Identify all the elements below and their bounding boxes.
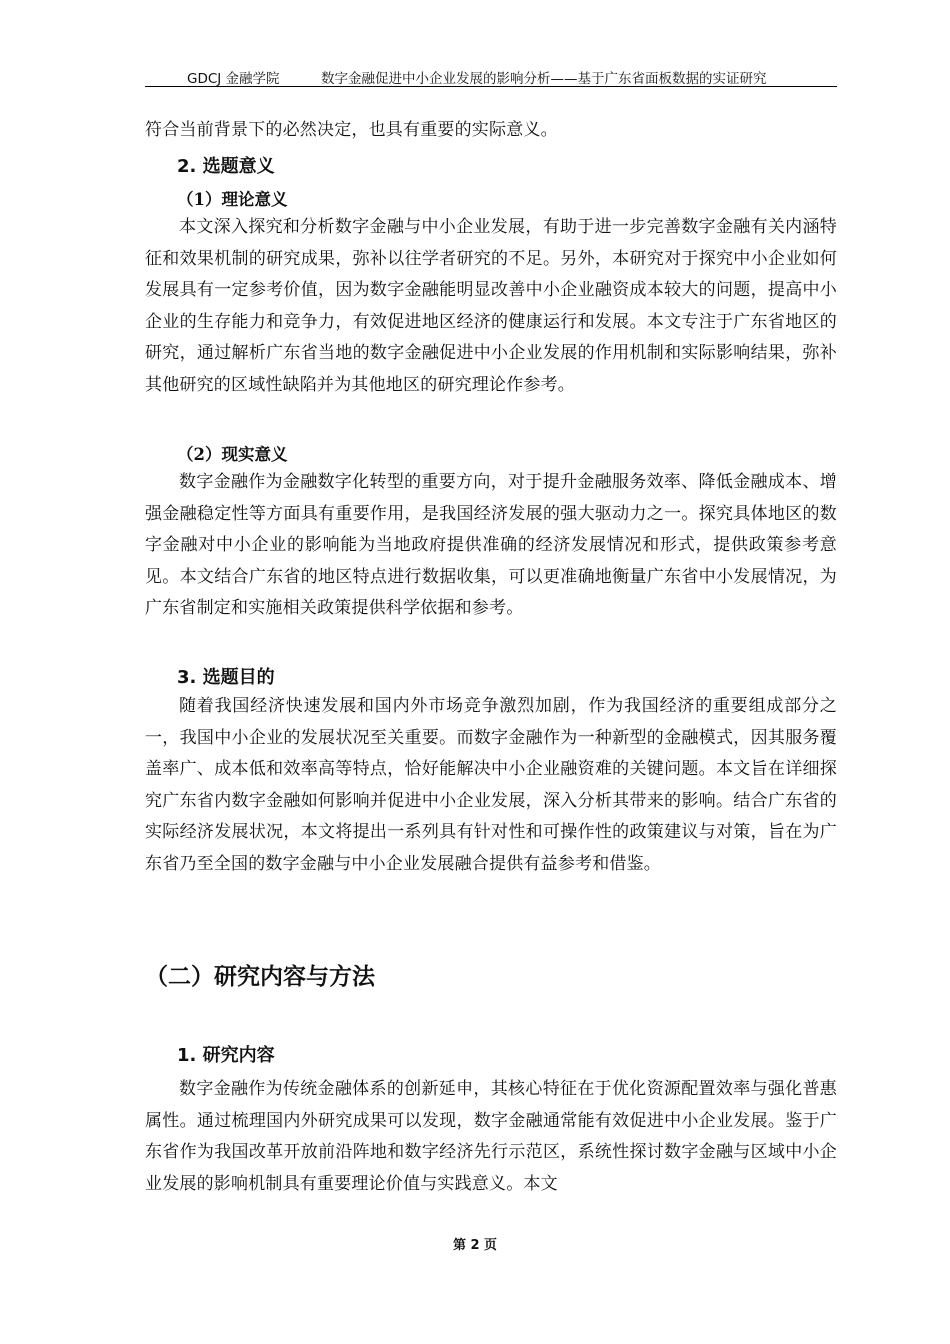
- page-header: [145, 66, 837, 87]
- page-number: 第 2 页: [452, 1238, 498, 1253]
- heading-topic-significance: 2. 选题意义: [177, 156, 275, 177]
- heading-theoretical-significance: （1）理论意义: [177, 190, 288, 209]
- section-heading-research-content-methods: （二）研究内容与方法: [145, 964, 375, 990]
- heading-research-content: 1. 研究内容: [177, 1045, 275, 1066]
- paragraph-topic-purpose: 随着我国经济快速发展和国内外市场竞争激烈加剧，作为我国经济的重要组成部分之一，我国中小企业的发展状况至关重要。而数字金融作为一种新型的金融模式，因其服务覆盖率广、成本低和效率高等特点，恰好能解决中小企业融资难的关键问题。本文旨在详细探究广东省内数字金融如何影响并促进中小企业发展，深入分析其带来的影响。结合广东省的实际经济发展状况，本文将提出一系列具有针对性和可操作性的政策建议与对策，旨在为广东省乃至全国的数字金融与中小企业发展融合提供有益参考和借鉴。: [145, 696, 837, 874]
- paragraph-research-content: 数字金融作为传统金融体系的创新延申，其核心特征在于优化资源配置效率与强化普惠属性。通过梳理国内外研究成果可以发现，数字金融通常能有效促进中小企业发展。鉴于广东省作为我国改革开放前沿阵地和数字经济先行示范区，系统性探讨数字金融与区域中小企业发展的影响机制具有重要理论价值与实践意义。本文: [145, 1079, 837, 1194]
- header-paper-title: 数字金融促进中小企业发展的影响分析——基于广东省面板数据的实证研究: [321, 71, 767, 87]
- heading-topic-purpose: 3. 选题目的: [177, 667, 275, 688]
- paragraph-practical-significance: 数字金融作为金融数字化转型的重要方向，对于提升金融服务效率、降低金融成本、增强金融稳定性等方面具有重要作用，是我国经济发展的强大驱动力之一。探究具体地区的数字金融对中小企业的影响能为当地政府提供准确的经济发展情况和形式，提供政策参考意见。本文结合广东省的地区特点进行数据收集，可以更准确地衡量广东省中小发展情况，为广东省制定和实施相关政策提供科学依据和参考。: [145, 472, 837, 619]
- paragraph-theoretical-significance: 本文深入探究和分析数字金融与中小企业发展，有助于进一步完善数字金融有关内涵特征和效果机制的研究成果，弥补以往学者研究的不足。另外，本研究对于探究中小企业如何发展具有一定参考价值，因为数字金融能明显改善中小企业融资成本较大的问题，提高中小企业的生存能力和竞争力，有效促进地区经济的健康运行和发展。本文专注于广东省地区的研究，通过解析广东省当地的数字金融促进中小企业发展的作用机制和实际影响结果，弥补其他研究的区域性缺陷并为其他地区的研究理论作参考。: [145, 217, 837, 395]
- header-institution: GDCJ 金融学院: [187, 71, 280, 87]
- paragraph-continuation: 符合当前背景下的必然决定，也具有重要的实际意义。: [145, 120, 558, 140]
- heading-practical-significance: （2）现实意义: [177, 445, 288, 464]
